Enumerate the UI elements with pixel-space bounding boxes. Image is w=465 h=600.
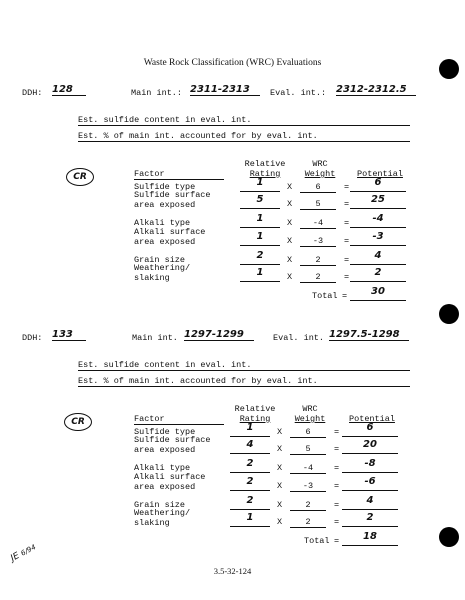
main-int-value: 1297-1299 — [184, 329, 254, 341]
weight-value: 2 — [290, 517, 326, 528]
rating-value: 5 — [240, 194, 280, 209]
ddh-value: 128 — [52, 84, 86, 96]
header-wrc: WRC — [312, 159, 328, 169]
rating-value: 2 — [240, 250, 280, 265]
header-wrc: WRC — [302, 404, 318, 414]
total-label: Total — [312, 291, 338, 301]
factor-label: area exposed — [134, 200, 196, 210]
factor-label: Weathering/ — [134, 508, 191, 518]
factor-label: Sulfide surface — [134, 190, 211, 200]
potential-value: -8 — [342, 458, 398, 473]
equals-sign: = — [344, 255, 350, 265]
header-rating: Rating — [239, 414, 271, 424]
ddh-label: DDH: — [22, 333, 43, 343]
weight-value: 6 — [290, 427, 326, 438]
potential-value: 6 — [342, 422, 398, 437]
equals-sign: = — [344, 182, 350, 192]
initials-name: JE — [9, 550, 22, 564]
factor-label: Alkali surface — [134, 227, 206, 237]
multiply-sign: X — [287, 272, 293, 282]
total-equals: = — [334, 536, 340, 546]
header-potential: Potential — [357, 169, 403, 179]
header-factor — [134, 169, 224, 180]
est-pct-line — [78, 141, 410, 142]
est-sulfide-label: Est. sulfide content in eval. int. — [78, 360, 252, 370]
header-factor — [134, 414, 224, 425]
eval-int-value: 2312-2312.5 — [336, 84, 416, 96]
potential-value: 2 — [350, 267, 406, 282]
page-title: Waste Rock Classification (WRC) Evaluations — [143, 58, 322, 68]
multiply-sign: X — [287, 236, 293, 246]
multiply-sign: X — [277, 427, 283, 437]
rating-value: 2 — [230, 495, 270, 510]
potential-value: 4 — [342, 495, 398, 510]
weight-value: 5 — [290, 444, 326, 455]
equals-sign: = — [344, 199, 350, 209]
est-sulfide-line — [78, 370, 410, 371]
equals-sign: = — [334, 500, 340, 510]
rating-value: 1 — [240, 231, 280, 246]
header-rating: Rating — [249, 169, 281, 179]
factor-label: Sulfide type — [134, 182, 196, 192]
est-pct-label: Est. % of main int. accounted for by eval. int. — [78, 376, 318, 386]
est-pct-line — [78, 386, 410, 387]
equals-sign: = — [334, 427, 340, 437]
weight-value: -3 — [300, 236, 336, 247]
equals-sign: = — [344, 272, 350, 282]
header-factor-label: Factor — [134, 169, 165, 179]
multiply-sign: X — [287, 182, 293, 192]
header-factor-label: Factor — [134, 414, 165, 424]
factor-label: Grain size — [134, 500, 186, 510]
equals-sign: = — [334, 481, 340, 491]
factor-label: Sulfide surface — [134, 435, 211, 445]
potential-value: 6 — [350, 177, 406, 192]
main-int-label: Main int.: — [131, 88, 183, 98]
total-value: 30 — [350, 286, 406, 301]
factor-label: area exposed — [134, 237, 196, 247]
multiply-sign: X — [287, 218, 293, 228]
rating-value: 1 — [240, 177, 280, 192]
total-label: Total — [304, 536, 330, 546]
header-weight: Weight — [304, 169, 336, 179]
weight-value: 2 — [290, 500, 326, 511]
binder-hole-middle — [439, 304, 459, 324]
potential-value: 2 — [342, 512, 398, 527]
main-int-value: 2311-2313 — [190, 84, 260, 96]
equals-sign: = — [334, 463, 340, 473]
rating-value: 4 — [230, 439, 270, 454]
rating-value: 1 — [230, 512, 270, 527]
equals-sign: = — [334, 517, 340, 527]
multiply-sign: X — [277, 463, 283, 473]
weight-value: -4 — [290, 463, 326, 474]
weight-value: 6 — [300, 182, 336, 193]
factor-label: area exposed — [134, 482, 196, 492]
total-equals: = — [342, 291, 348, 301]
potential-value: 20 — [342, 439, 398, 454]
factor-label: Alkali type — [134, 218, 191, 228]
binder-hole-bottom — [439, 527, 459, 547]
potential-value: -3 — [350, 231, 406, 246]
weight-value: -3 — [290, 481, 326, 492]
factor-label: Grain size — [134, 255, 186, 265]
ddh-value: 133 — [52, 329, 86, 341]
potential-value: -6 — [342, 476, 398, 491]
factor-label: Sulfide type — [134, 427, 196, 437]
multiply-sign: X — [277, 517, 283, 527]
potential-value: 4 — [350, 250, 406, 265]
multiply-sign: X — [277, 500, 283, 510]
rating-value: 1 — [240, 213, 280, 228]
potential-value: 25 — [350, 194, 406, 209]
cr-mark: CR — [64, 413, 92, 431]
multiply-sign: X — [287, 199, 293, 209]
equals-sign: = — [344, 218, 350, 228]
weight-value: -4 — [300, 218, 336, 229]
factor-label: Alkali surface — [134, 472, 206, 482]
total-value: 18 — [342, 531, 398, 546]
header-relative: Relative — [234, 404, 276, 414]
multiply-sign: X — [277, 444, 283, 454]
header-relative: Relative — [244, 159, 286, 169]
est-pct-label: Est. % of main int. accounted for by eval. int. — [78, 131, 318, 141]
page-number: 3.5-32-124 — [213, 566, 252, 576]
multiply-sign: X — [277, 481, 283, 491]
eval-int-label: Eval. int.: — [270, 88, 327, 98]
initials-date: 6/94 — [19, 543, 38, 558]
equals-sign: = — [344, 236, 350, 246]
weight-value: 2 — [300, 255, 336, 266]
rating-value: 2 — [230, 458, 270, 473]
eval-int-value: 1297.5-1298 — [329, 329, 409, 341]
potential-value: -4 — [350, 213, 406, 228]
weight-value: 5 — [300, 199, 336, 210]
est-sulfide-line — [78, 125, 410, 126]
multiply-sign: X — [287, 255, 293, 265]
factor-label: slaking — [134, 518, 170, 528]
est-sulfide-label: Est. sulfide content in eval. int. — [78, 115, 252, 125]
factor-label: Weathering/ — [134, 263, 191, 273]
header-weight: Weight — [294, 414, 326, 424]
rating-value: 2 — [230, 476, 270, 491]
ddh-label: DDH: — [22, 88, 43, 98]
rating-value: 1 — [240, 267, 280, 282]
initials — [9, 542, 37, 563]
factor-label: area exposed — [134, 445, 196, 455]
weight-value: 2 — [300, 272, 336, 283]
binder-hole-top — [439, 59, 459, 79]
factor-label: Alkali type — [134, 463, 191, 473]
cr-mark: CR — [66, 168, 94, 186]
rating-value: 1 — [230, 422, 270, 437]
header-potential: Potential — [349, 414, 395, 424]
eval-int-label: Eval. int. — [273, 333, 325, 343]
factor-label: slaking — [134, 273, 170, 283]
main-int-label: Main int. — [132, 333, 178, 343]
equals-sign: = — [334, 444, 340, 454]
